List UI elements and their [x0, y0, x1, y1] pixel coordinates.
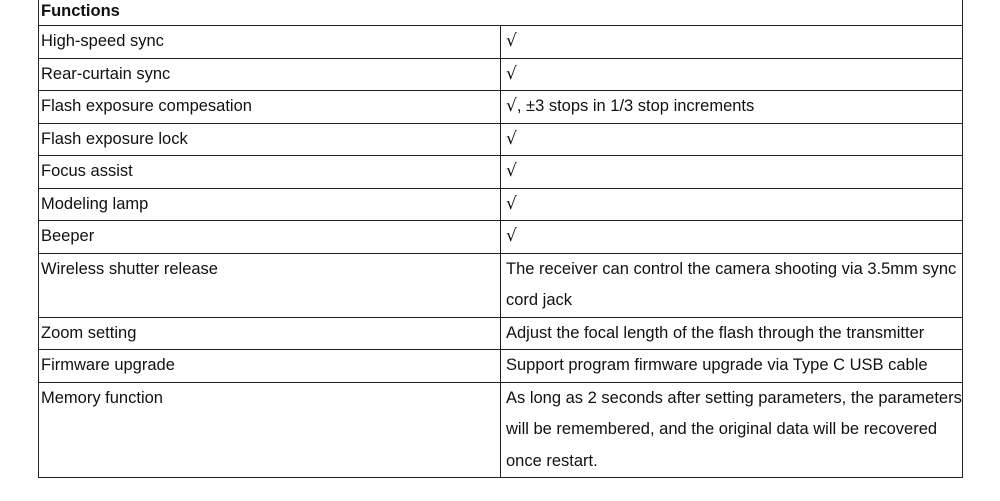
row-label: Flash exposure compesation — [39, 91, 501, 124]
row-label: Modeling lamp — [39, 188, 501, 221]
row-value — [501, 123, 963, 156]
table-row — [39, 317, 963, 350]
row-value-text: Support program firmware upgrade via Type C USB cable — [506, 356, 928, 374]
row-label: Wireless shutter release — [39, 253, 501, 317]
check-mark-icon: √ — [506, 63, 517, 84]
functions-table — [38, 0, 963, 478]
row-value — [501, 382, 963, 478]
row-value — [501, 221, 963, 254]
check-mark-icon: √ — [506, 31, 517, 51]
check-mark-icon: √ — [506, 128, 517, 149]
row-value — [501, 156, 963, 189]
row-value — [501, 188, 963, 221]
row-label: Memory function — [39, 382, 501, 478]
table-row — [39, 382, 963, 478]
table-row — [39, 188, 963, 221]
row-label: Rear-curtain sync — [39, 58, 501, 91]
row-label: Firmware upgrade — [39, 350, 501, 383]
row-value — [501, 317, 963, 350]
table-row — [39, 123, 963, 156]
row-value — [501, 253, 963, 317]
row-value-text: As long as 2 seconds after setting parameters, the parameters will be remembered, and the original data will be recovered once restart. — [506, 388, 962, 470]
row-label: Focus assist — [39, 156, 501, 189]
row-value-text: Adjust the focal length of the flash through the transmitter — [506, 323, 925, 342]
row-value-text: The receiver can control the camera shooting via 3.5mm sync cord jack — [506, 259, 957, 309]
row-label: Zoom setting — [39, 317, 501, 350]
check-mark-icon: √ — [506, 226, 517, 246]
table-row — [39, 350, 963, 383]
check-mark-icon: √ — [506, 193, 517, 214]
row-value — [501, 26, 963, 59]
table-row — [39, 91, 963, 124]
table-row — [39, 221, 963, 254]
row-label: High-speed sync — [39, 26, 501, 59]
table-row — [39, 58, 963, 91]
row-value — [501, 58, 963, 91]
table-heading-row — [39, 0, 963, 26]
row-label: Flash exposure lock — [39, 123, 501, 156]
table-row — [39, 156, 963, 189]
row-label: Beeper — [39, 221, 501, 254]
row-value — [501, 91, 963, 124]
table-row — [39, 253, 963, 317]
check-mark-icon: √ — [506, 161, 517, 181]
table-row — [39, 26, 963, 59]
check-mark-icon: √ — [506, 96, 517, 116]
row-value-text: , ±3 stops in 1/3 stop increments — [516, 97, 755, 115]
row-value — [501, 350, 963, 383]
table-heading: Functions — [39, 0, 963, 26]
